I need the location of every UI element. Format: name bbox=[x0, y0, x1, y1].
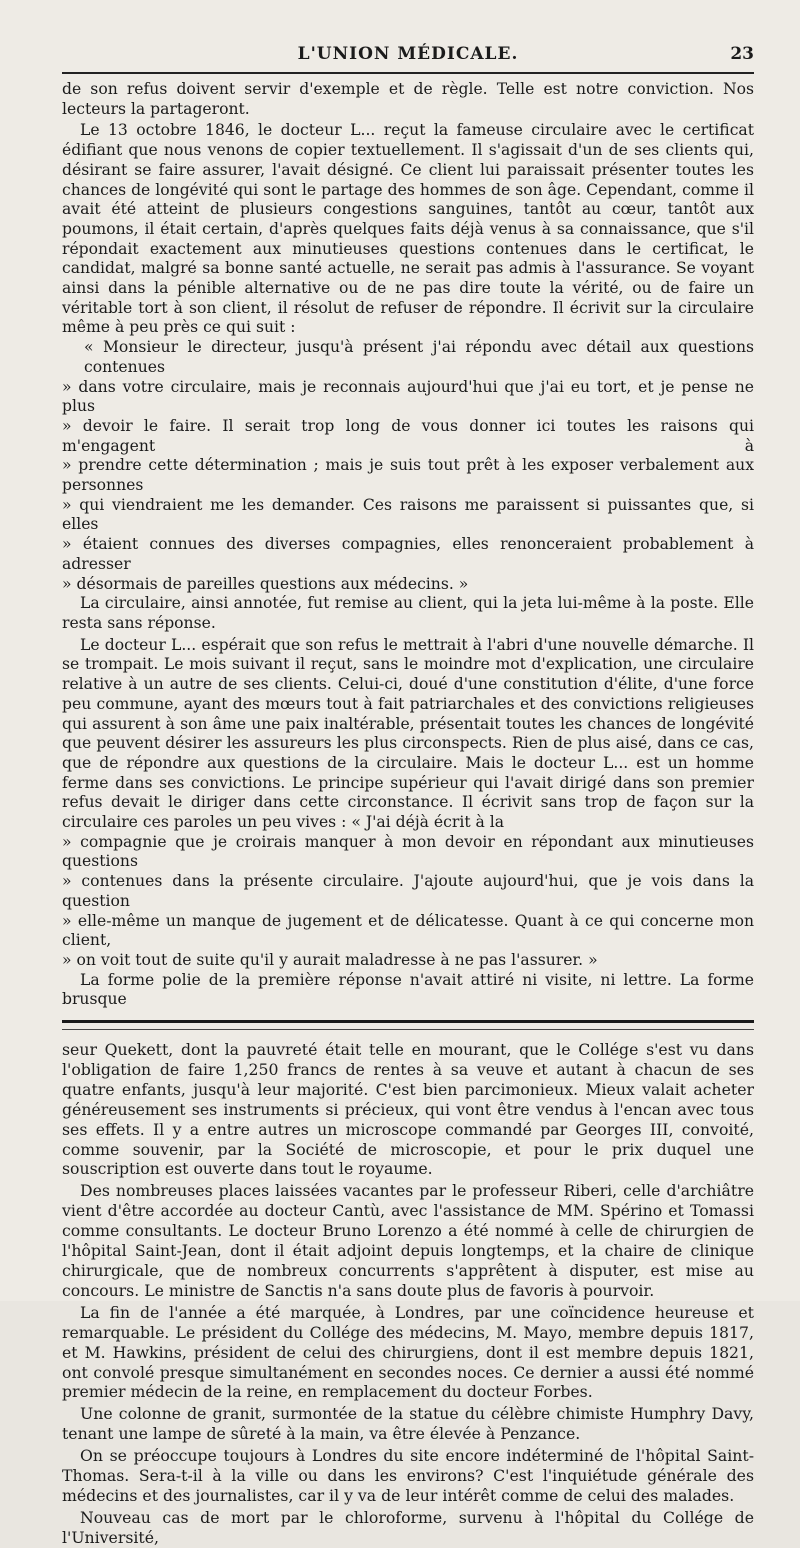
quote-line: » devoir le faire. Il serait trop long de vous donner ici toutes les raisons qui m'engagent à bbox=[62, 416, 754, 455]
paragraph: Une colonne de granit, surmontée de la statue du célèbre chimiste Humphry Davy, tenant une lampe de sûreté à la main, va être élevée à Penzance. bbox=[62, 1404, 754, 1444]
paragraph: Nouveau cas de mort par le chloroforme, survenu à l'hôpital du Collége de l'Université, bbox=[62, 1507, 754, 1547]
quote-line: » on voit tout de suite qu'il y aurait maladresse à ne pas l'assurer. » bbox=[62, 950, 598, 969]
paragraph: La forme polie de la première réponse n'avait attiré ni visite, ni lettre. La forme brusque bbox=[62, 970, 754, 1009]
paragraph: Des nombreuses places laissées vacantes par le professeur Riberi, celle d'archiâtre vient d'être accordée au docteur Cantù, avec l'assistance de MM. Spérino et Tomassi comme consultants. Le docteur Bruno Lorenzo a été nommé à celle de chirurgien de l'hôpital Saint-Jean, dont il était adjoint depuis longtemps, et la chaire de clinique chirurgicale, que de nombreux concurrents s'apprêtent à disputer, est mise au concours. Le ministre de Sanctis n'a sans doute plus de favoris à pourvoir. bbox=[62, 1181, 754, 1300]
quote-line: » compagnie que je croirais manquer à mon devoir en répondant aux minutieuses questions bbox=[62, 832, 754, 871]
paragraph: Le 13 octobre 1846, le docteur L... reçut la fameuse circulaire avec le certificat édifiant que nous venons de copier textuellement. Il s'agissait d'un de ses clients qui, désirant se faire assurer, l'avait désigné. Ce client lui paraissait présenter toutes les chances de longévité qui sont le partage des hommes de son âge. Cependant, comme il avait été atteint de plusieurs congestions sanguines, tantôt au cœur, tantôt aux poumons, il était certain, d'après quelques faits déjà venus à sa connaissance, que s'il répondait exactement aux minutieuses questions contenues dans le certificat, le candidat, malgré sa bonne santé actuelle, ne serait pas admis à l'assurance. Se voyant ainsi dans la pénible alternative ou de ne pas dire toute la vérité, ou de faire un véritable tort à son client, il résolut de refuser de répondre. Il écrivit sur la circulaire même à peu près ce qui suit : bbox=[62, 121, 754, 337]
quote-line: » qui viendraient me les demander. Ces raisons me paraissent si puissantes que, si elles bbox=[62, 495, 754, 534]
paragraph: seur Quekett, dont la pauvreté était telle en mourant, que le Collége s'est vu dans l'obligation de faire 1,250 francs de rentes à sa veuve et autant à chacun de ses quatre enfants, jusqu'à leur majorité. C'est bien parcimonieux. Mieux valait acheter généreusement ses instruments si précieux, qui vont être vendus à l'encan avec tous ses effets. Il y a entre autres un microscope commandé par Georges III, convoité, comme souvenir, par la Société de microscopie, et pour le prix duquel une souscription est ouverte dans tout le royaume. bbox=[62, 1040, 754, 1179]
quote-line: » contenues dans la présente circulaire. J'ajoute aujourd'hui, que je vois dans la question bbox=[62, 872, 754, 910]
paragraph: La circulaire, ainsi annotée, fut remise au client, qui la jeta lui-même à la poste. Elle resta sans réponse. bbox=[62, 594, 754, 632]
paragraph: Le docteur L... espérait que son refus le mettrait à l'abri d'une nouvelle démarche. Il se trompait. Le mois suivant il reçut, sans le moindre mot d'explication, une circulaire relative à un autre de ses clients. Celui-ci, doué d'une constitution d'élite, d'une force peu commune, ayant des mœurs tout à fait patriarchales et des convictions religieuses qui assurent à son âme une paix inaltérable, présentait toutes les chances de longévité que peuvent désirer les assureurs les plus circonspects. Rien de plus aisé, dans ce cas, que de répondre aux questions de la circulaire. Mais le docteur L... est un homme ferme dans ses convictions. Le principe supérieur qui l'avait dirigé dans son premier refus devait le diriger dans cette circonstance. Il écrivit sans trop de façon sur la circulaire ces paroles un peu vives : « J'ai déjà écrit à la bbox=[62, 635, 754, 832]
quote-line: » elle-même un manque de jugement et de délicatesse. Quant à ce qui concerne mon client, bbox=[62, 911, 754, 950]
paragraph: On se préoccupe toujours à Londres du site encore indéterminé de l'hôpital Saint-Thomas. Sera-t-il à la ville ou dans les environs? C'est l'inquiétude générale des médecins et des journalistes, car il y va de leur intérêt comme de celui des malades. bbox=[62, 1446, 754, 1505]
running-head bbox=[62, 40, 754, 68]
quote-line: » étaient connues des diverses compagnies, elles renonceraient probablement à adresser bbox=[62, 535, 754, 573]
header-rule bbox=[62, 72, 754, 74]
quoted-letter-2 bbox=[62, 833, 754, 971]
article-lower bbox=[62, 1040, 754, 1548]
paragraph: de son refus doivent servir d'exemple et de règle. Telle est notre conviction. Nos lecteurs la partageront. bbox=[62, 80, 754, 118]
quote-line: « Monsieur le directeur, jusqu'à présent j'ai répondu avec détail aux questions contenues bbox=[84, 338, 754, 376]
article-upper bbox=[62, 80, 754, 1010]
quote-line: » prendre cette détermination ; mais je suis tout prêt à les exposer verbalement aux personnes bbox=[62, 456, 754, 495]
journal-title: L'UNION MÉDICALE. bbox=[297, 44, 519, 64]
quote-line: » désormais de pareilles questions aux médecins. » bbox=[62, 574, 469, 593]
quoted-letter bbox=[62, 338, 754, 594]
quote-line: » dans votre circulaire, mais je reconnais aujourd'hui que j'ai eu tort, et je pense ne plus bbox=[62, 377, 754, 416]
page-number: 23 bbox=[730, 44, 754, 64]
section-divider bbox=[62, 1020, 754, 1030]
paragraph: La fin de l'année a été marquée, à Londres, par une coïncidence heureuse et remarquable. Le président du Collége des médecins, M. Mayo, membre depuis 1817, et M. Hawkins, président de celui des chirurgiens, dont il est membre depuis 1821, ont convolé presque simultanément en secondes noces. Ce dernier a aussi été nommé premier médecin de la reine, en remplacement du docteur Forbes. bbox=[62, 1302, 754, 1402]
